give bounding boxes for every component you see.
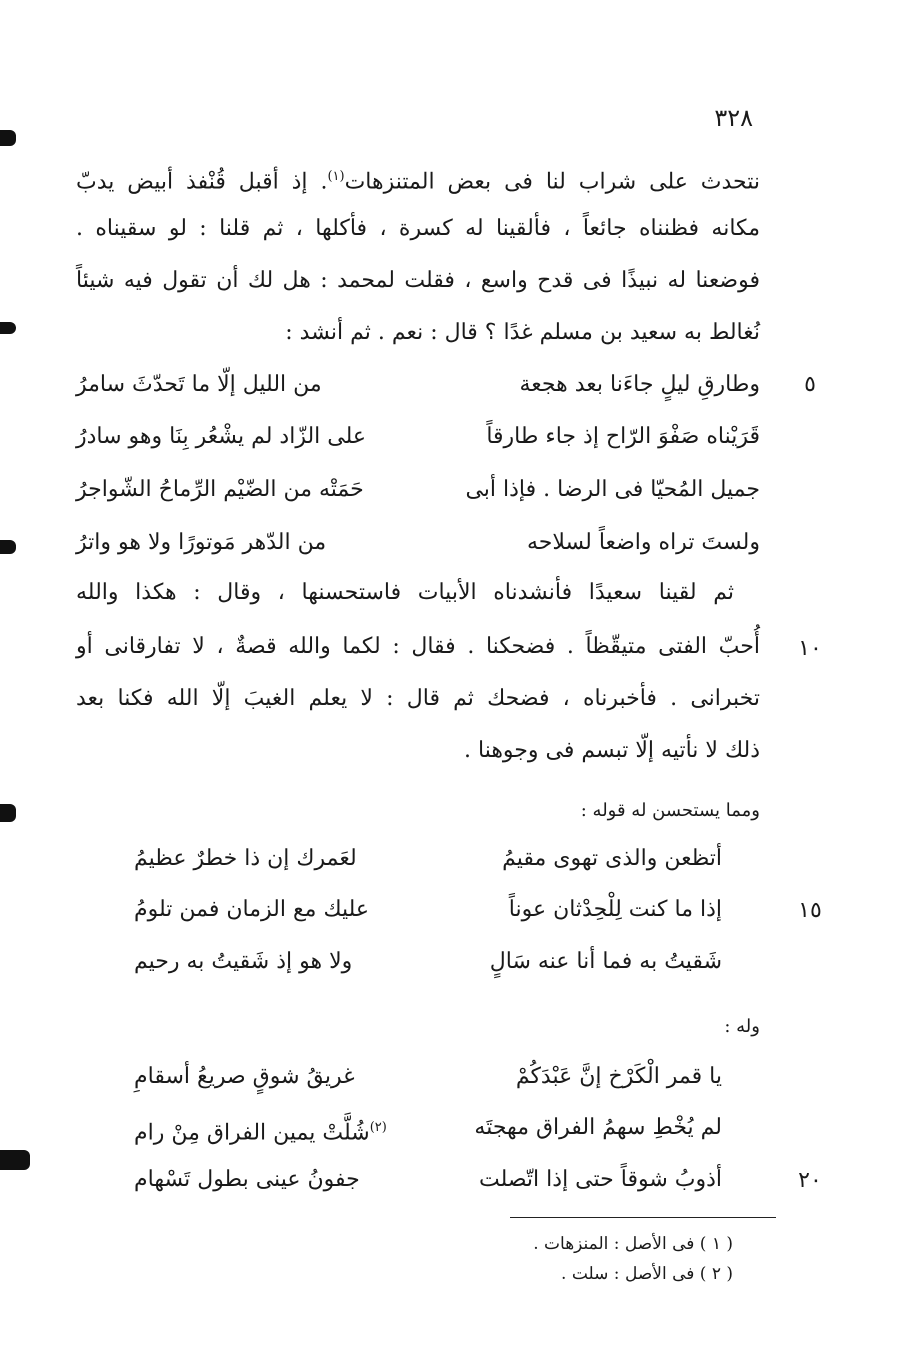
scan-edge-mark <box>0 1150 30 1170</box>
line-number: ٥ <box>804 372 816 397</box>
verse-first-hemistich: إذا ما كنت لِلْحِدْثان عوناً <box>508 897 722 922</box>
prose-line: ذلك لا نأتيه إلّا تبسم فى وجوهنا . <box>464 738 760 763</box>
prose-line: نُغالط به سعيد بن مسلم غدًا ؟ قال : نعم . ثم أنشد : <box>285 320 760 345</box>
verse-second-hemistich: $^{(٢)}$شُلَّتْ يمين الفراق مِنْ رام <box>134 1120 387 1146</box>
verse-first-hemistich: وطارقِ ليلٍ جاءَنا بعد هجعة <box>519 372 760 397</box>
verse-second-hemistich: حَمَتْه من الضّيْم الرِّماحُ الشّواجرُ <box>76 477 364 502</box>
line-number: ١٥ <box>798 898 822 923</box>
scan-edge-mark <box>0 804 16 822</box>
verse <box>76 893 760 927</box>
prose-line: مكانه فظنناه جائعاً ، فألقينا له كسرة ، فأكلها ، ثم قلنا : لو سقيناه . <box>76 216 760 241</box>
page-number: ٣٢٨ <box>714 104 753 132</box>
verse-second-hemistich: على الزّاد لم يشْعُر بِنَا وهو سادرُ <box>76 424 367 449</box>
verse-first-hemistich: لم يُخْطِ سهمُ الفراق مهجتَه <box>474 1115 722 1140</box>
verse-second-hemistich: جفونُ عينى بطول تَسْهام <box>134 1167 360 1192</box>
verse <box>76 473 760 507</box>
verse <box>76 1060 760 1094</box>
verse-first-hemistich: ولستَ تراه واضعاً لسلاحه <box>526 530 760 555</box>
verse-second-hemistich: ولا هو إذ شَقيتُ به رحيم <box>134 949 353 974</box>
prose-line: فوضعنا له نبيذًا فى قدح واسع ، فقلت لمحمد : هل لك أن تقول فيه شيئاً <box>76 268 760 293</box>
line-number: ١٠ <box>798 636 822 661</box>
prose-line: تخبرانى . فأخبرناه ، فضحك ثم قال : لا يعلم الغيبَ إلّا الله فكنا بعد <box>76 686 760 711</box>
verse <box>76 842 760 876</box>
line-number: ٢٠ <box>798 1168 822 1193</box>
verse <box>76 1111 760 1145</box>
verse <box>76 945 760 979</box>
verse-first-hemistich: قَرَيْناه صَفْوَ الرّاح إذ جاء طارقاً <box>486 424 760 449</box>
verse-second-hemistich: لعَمرك إن ذا خطرٌ عظيمُ <box>134 846 357 871</box>
verse-second-hemistich: غريقُ شوقٍ صريعُ أسقامِ <box>134 1064 355 1089</box>
verse-first-hemistich: جميل المُحيّا فى الرضا . فإذا أبى <box>465 477 760 502</box>
footnote: ( ٢ ) فى الأصل : سلت . <box>561 1264 733 1284</box>
verse <box>76 420 760 454</box>
prose-line: نتحدث على شراب لنا فى بعض المتنزهات$^{(١)}$. إذ أقبل قُنْفذ أبيض يدبّ <box>76 169 760 195</box>
verse <box>76 526 760 560</box>
verse-second-hemistich: عليك مع الزمان فمن تلومُ <box>134 897 370 922</box>
verse-second-hemistich: من الدّهر مَوتورًا ولا هو واترُ <box>76 530 327 555</box>
scan-edge-mark <box>0 322 16 334</box>
verse <box>76 1163 760 1197</box>
verse <box>76 368 760 402</box>
prose-line: أُحبّ الفتى متيقّظاً . فضحكنا . فقال : لكما والله قصةٌ ، لا تفارقانى أو <box>76 634 760 659</box>
verse-second-hemistich: من الليل إلّا ما تَحدّثَ سامرُ <box>76 372 322 397</box>
verse-first-hemistich: يا قمر الْكَرْخ إنَّ عَبْدَكُمْ <box>515 1064 722 1089</box>
verse-first-hemistich: أذوبُ شوقاً حتى إذا اتّصلت <box>478 1167 722 1192</box>
footnote: ( ١ ) فى الأصل : المنزهات . <box>533 1234 733 1254</box>
prose-line: ثم لقينا سعيدًا فأنشدناه الأبيات فاستحسنها ، وقال : هكذا والله <box>76 580 734 605</box>
poem-intro: وله : <box>724 1016 760 1037</box>
scan-edge-mark <box>0 130 16 146</box>
verse-first-hemistich: أتظعن والذى تهوى مقيمُ <box>502 846 722 871</box>
poem-intro: ومما يستحسن له قوله : <box>580 800 760 821</box>
verse-first-hemistich: شَقيتُ به فما أنا عنه سَالٍ <box>489 949 722 974</box>
footnote-ref: (١) <box>327 169 345 184</box>
scan-edge-mark <box>0 540 16 554</box>
footnote-ref: (٢) <box>369 1120 387 1135</box>
footnote-divider <box>510 1217 776 1218</box>
